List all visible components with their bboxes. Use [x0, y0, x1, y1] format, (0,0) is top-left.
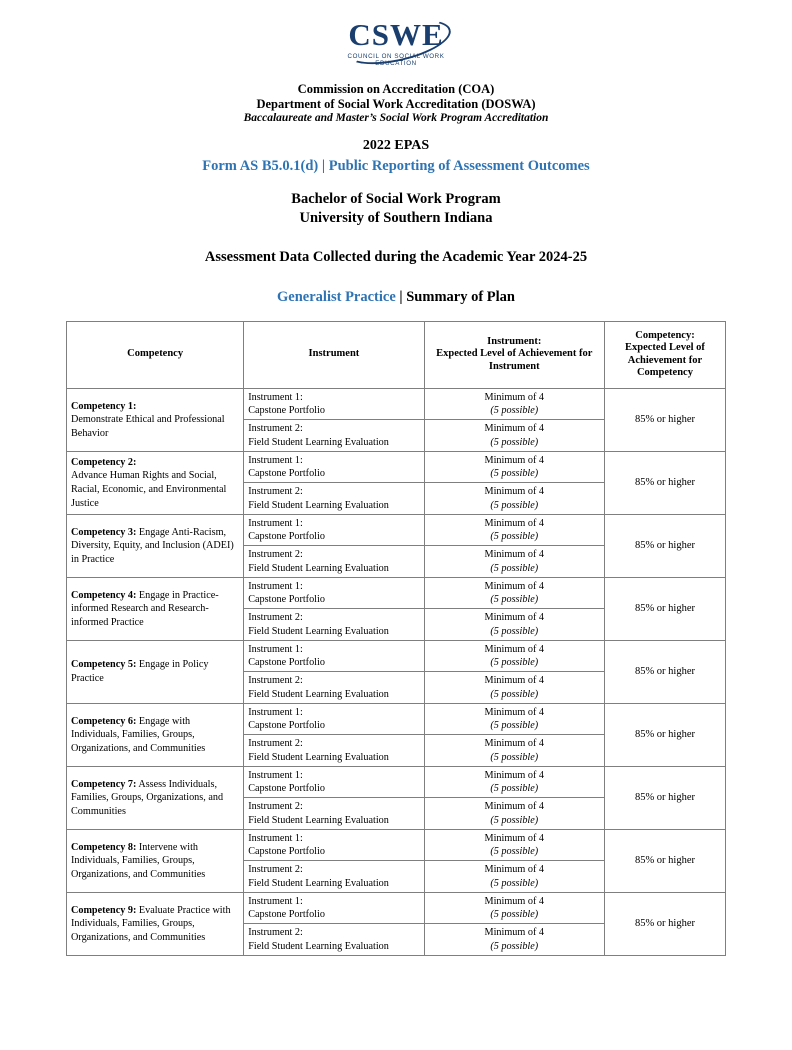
expected-possible: (5 possible) — [490, 436, 539, 448]
expected-minimum: Minimum of 4 — [484, 801, 544, 813]
instrument-expected-cell — [424, 546, 604, 578]
expected-possible: (5 possible) — [490, 531, 539, 543]
expected-possible: (5 possible) — [490, 909, 539, 921]
expected-minimum: Minimum of 4 — [484, 423, 544, 435]
instrument-label: Instrument 1: — [248, 706, 303, 718]
instrument-expected-cell — [424, 640, 604, 672]
expected-possible: (5 possible) — [490, 751, 539, 763]
instrument-expected-cell — [424, 735, 604, 767]
competency-cell — [67, 892, 244, 955]
instrument-name: Field Student Learning Evaluation — [248, 814, 389, 826]
instrument-expected-cell — [424, 451, 604, 483]
doswa-line: Department of Social Work Accreditation (DOSWA) — [256, 96, 536, 111]
expected-minimum: Minimum of 4 — [484, 549, 544, 561]
instrument-name: Capstone Portfolio — [248, 468, 325, 480]
competency-cell — [67, 829, 244, 892]
table-row — [67, 766, 726, 798]
competency-title: Competency 9: — [71, 904, 137, 916]
instrument-label: Instrument 1: — [248, 643, 303, 655]
table-row — [67, 703, 726, 735]
instrument-cell — [244, 483, 424, 515]
competency-title: Competency 3: — [71, 526, 137, 538]
competency-description: Engage Anti-Racism, Diversity, Equity, and Inclusion (ADEI) in Practice — [71, 526, 234, 565]
coa-line: Commission on Accreditation (COA) — [297, 82, 495, 96]
instrument-label: Instrument 2: — [248, 738, 303, 750]
instrument-expected-cell — [424, 924, 604, 956]
competency-cell — [67, 388, 244, 451]
competency-cell — [67, 703, 244, 766]
expected-possible: (5 possible) — [490, 594, 539, 606]
instrument-name: Capstone Portfolio — [248, 405, 325, 417]
instrument-expected-cell — [424, 672, 604, 704]
expected-minimum: Minimum of 4 — [484, 486, 544, 498]
competency-cell — [67, 514, 244, 577]
logo-letters: CSWE — [348, 17, 444, 52]
instrument-expected-cell — [424, 420, 604, 452]
competency-cell — [67, 451, 244, 514]
table-row — [67, 640, 726, 672]
competency-cell — [67, 577, 244, 640]
instrument-label: Instrument 1: — [248, 895, 303, 907]
instrument-label: Instrument 2: — [248, 612, 303, 624]
expected-minimum: Minimum of 4 — [484, 454, 544, 466]
expected-possible: (5 possible) — [490, 468, 539, 480]
instrument-label: Instrument 2: — [248, 423, 303, 435]
competency-expected-cell: 85% or higher — [604, 766, 725, 829]
instrument-name: Capstone Portfolio — [248, 720, 325, 732]
instrument-cell — [244, 514, 424, 546]
instrument-cell — [244, 703, 424, 735]
form-number: Form AS B5.0.1(d) — [202, 157, 319, 174]
instrument-name: Capstone Portfolio — [248, 531, 325, 543]
instrument-name: Capstone Portfolio — [248, 783, 325, 795]
summary-separator: | — [395, 289, 407, 306]
instrument-cell — [244, 829, 424, 861]
epas-year: 2022 EPAS — [362, 138, 430, 154]
instrument-label: Instrument 2: — [248, 486, 303, 498]
competency-description: Advance Human Rights and Social, Racial, Economic, and Environmental Justice — [71, 470, 227, 509]
competency-description: Evaluate Practice with Individuals, Families, Groups, Organizations, and Communities — [71, 904, 231, 943]
expected-minimum: Minimum of 4 — [484, 738, 544, 750]
accreditation-scope-line: Baccalaureate and Master’s Social Work Program Accreditation — [243, 111, 549, 124]
expected-possible: (5 possible) — [490, 499, 539, 511]
expected-possible: (5 possible) — [490, 814, 539, 826]
expected-minimum: Minimum of 4 — [484, 580, 544, 592]
assessment-plan-table — [66, 321, 726, 956]
instrument-cell — [244, 609, 424, 641]
instrument-name: Field Student Learning Evaluation — [248, 562, 389, 574]
header-competency-expected-l4: Competency — [636, 367, 693, 379]
instrument-expected-cell — [424, 577, 604, 609]
header-competency: Competency — [67, 321, 244, 388]
instrument-cell — [244, 672, 424, 704]
competency-title: Competency 4: — [71, 589, 137, 601]
expected-possible: (5 possible) — [490, 688, 539, 700]
header-instrument-expected-l2: Expected Level of Achievement for — [436, 348, 593, 360]
instrument-expected-cell — [424, 388, 604, 420]
instrument-cell — [244, 420, 424, 452]
expected-minimum: Minimum of 4 — [484, 864, 544, 876]
instrument-name: Field Student Learning Evaluation — [248, 436, 389, 448]
summary-title: Summary of Plan — [406, 289, 515, 306]
header-competency-expected-l2: Expected Level of — [625, 342, 705, 354]
table-row — [67, 451, 726, 483]
header-instrument-expected-l1: Instrument: — [487, 335, 542, 347]
instrument-name: Capstone Portfolio — [248, 594, 325, 606]
instrument-label: Instrument 2: — [248, 675, 303, 687]
header-competency-expected — [604, 321, 725, 388]
header-instrument: Instrument — [244, 321, 424, 388]
program-name: Bachelor of Social Work Program — [291, 190, 501, 207]
instrument-name: Field Student Learning Evaluation — [248, 940, 389, 952]
instrument-cell — [244, 388, 424, 420]
instrument-expected-cell — [424, 609, 604, 641]
table-header-row — [67, 321, 726, 388]
expected-minimum: Minimum of 4 — [484, 706, 544, 718]
instrument-cell — [244, 892, 424, 924]
instrument-label: Instrument 1: — [248, 769, 303, 781]
expected-possible: (5 possible) — [490, 625, 539, 637]
instrument-name: Field Student Learning Evaluation — [248, 499, 389, 511]
instrument-expected-cell — [424, 892, 604, 924]
competency-title: Competency 6: — [71, 715, 137, 727]
competency-description: Engage in Practice-informed Research and Research-informed Practice — [71, 589, 219, 628]
instrument-name: Field Student Learning Evaluation — [248, 688, 389, 700]
form-title: Public Reporting of Assessment Outcomes — [328, 157, 590, 174]
institution-name: University of Southern Indiana — [299, 209, 493, 226]
summary-line — [66, 289, 726, 306]
instrument-expected-cell — [424, 703, 604, 735]
expected-possible: (5 possible) — [490, 405, 539, 417]
header-instrument-expected-l3: Instrument — [488, 361, 540, 373]
expected-minimum: Minimum of 4 — [484, 517, 544, 529]
competency-title: Competency 2: — [71, 456, 137, 468]
expected-possible: (5 possible) — [490, 657, 539, 669]
expected-minimum: Minimum of 4 — [484, 612, 544, 624]
expected-possible: (5 possible) — [490, 877, 539, 889]
expected-minimum: Minimum of 4 — [484, 927, 544, 939]
form-title-line — [66, 158, 726, 175]
competency-title: Competency 5: — [71, 659, 137, 671]
instrument-name: Field Student Learning Evaluation — [248, 625, 389, 637]
instrument-cell — [244, 766, 424, 798]
assessment-year-line: Assessment Data Collected during the Academic Year 2024-25 — [204, 249, 588, 266]
expected-minimum: Minimum of 4 — [484, 895, 544, 907]
instrument-label: Instrument 1: — [248, 454, 303, 466]
header-instrument-expected — [424, 321, 604, 388]
instrument-label: Instrument 1: — [248, 391, 303, 403]
document-header — [66, 82, 726, 307]
table-row — [67, 577, 726, 609]
competency-description: Assess Individuals, Families, Groups, Organizations, and Communities — [71, 778, 224, 817]
instrument-cell — [244, 861, 424, 893]
table-row — [67, 829, 726, 861]
program-block — [66, 190, 726, 228]
competency-expected-cell: 85% or higher — [604, 892, 725, 955]
competency-description: Engage in Policy Practice — [71, 659, 209, 684]
instrument-label: Instrument 2: — [248, 801, 303, 813]
instrument-label: Instrument 2: — [248, 549, 303, 561]
logo-graphic — [336, 18, 456, 74]
instrument-name: Capstone Portfolio — [248, 657, 325, 669]
instrument-label: Instrument 1: — [248, 517, 303, 529]
header-competency-expected-l3: Achievement for — [627, 354, 703, 366]
instrument-name: Capstone Portfolio — [248, 909, 325, 921]
expected-possible: (5 possible) — [490, 783, 539, 795]
expected-minimum: Minimum of 4 — [484, 391, 544, 403]
competency-expected-cell: 85% or higher — [604, 829, 725, 892]
logo-subtitle: COUNCIL ON SOCIAL WORK EDUCATION — [347, 53, 445, 67]
competency-expected-cell: 85% or higher — [604, 514, 725, 577]
header-competency-expected-l1: Competency: — [635, 329, 695, 341]
instrument-name: Field Student Learning Evaluation — [248, 877, 389, 889]
competency-expected-cell: 85% or higher — [604, 703, 725, 766]
instrument-expected-cell — [424, 798, 604, 830]
instrument-expected-cell — [424, 829, 604, 861]
expected-minimum: Minimum of 4 — [484, 643, 544, 655]
practice-level: Generalist Practice — [277, 289, 396, 306]
instrument-cell — [244, 798, 424, 830]
instrument-expected-cell — [424, 766, 604, 798]
cswe-logo — [66, 18, 726, 74]
competency-title: Competency 8: — [71, 841, 137, 853]
instrument-cell — [244, 735, 424, 767]
expected-possible: (5 possible) — [490, 720, 539, 732]
expected-possible: (5 possible) — [490, 846, 539, 858]
expected-minimum: Minimum of 4 — [484, 769, 544, 781]
expected-possible: (5 possible) — [490, 940, 539, 952]
instrument-label: Instrument 1: — [248, 580, 303, 592]
table-row — [67, 388, 726, 420]
competency-expected-cell: 85% or higher — [604, 640, 725, 703]
instrument-expected-cell — [424, 483, 604, 515]
instrument-cell — [244, 451, 424, 483]
form-separator: | — [318, 157, 329, 174]
instrument-cell — [244, 640, 424, 672]
table-row — [67, 514, 726, 546]
competency-expected-cell: 85% or higher — [604, 388, 725, 451]
competency-expected-cell: 85% or higher — [604, 451, 725, 514]
competency-title: Competency 7: — [71, 778, 137, 790]
instrument-expected-cell — [424, 861, 604, 893]
instrument-label: Instrument 1: — [248, 832, 303, 844]
instrument-name: Field Student Learning Evaluation — [248, 751, 389, 763]
instrument-label: Instrument 2: — [248, 864, 303, 876]
competency-cell — [67, 766, 244, 829]
instrument-label: Instrument 2: — [248, 927, 303, 939]
competency-description: Intervene with Individuals, Families, Groups, Organizations, and Communities — [71, 841, 206, 880]
competency-title: Competency 1: — [71, 400, 137, 412]
expected-possible: (5 possible) — [490, 562, 539, 574]
instrument-expected-cell — [424, 514, 604, 546]
competency-expected-cell: 85% or higher — [604, 577, 725, 640]
instrument-cell — [244, 546, 424, 578]
instrument-cell — [244, 577, 424, 609]
competency-description: Demonstrate Ethical and Professional Behavior — [71, 414, 225, 439]
table-row — [67, 892, 726, 924]
instrument-cell — [244, 924, 424, 956]
expected-minimum: Minimum of 4 — [484, 675, 544, 687]
competency-cell — [67, 640, 244, 703]
competency-description: Engage with Individuals, Families, Groups, Organizations, and Communities — [71, 715, 206, 754]
instrument-name: Capstone Portfolio — [248, 846, 325, 858]
expected-minimum: Minimum of 4 — [484, 832, 544, 844]
